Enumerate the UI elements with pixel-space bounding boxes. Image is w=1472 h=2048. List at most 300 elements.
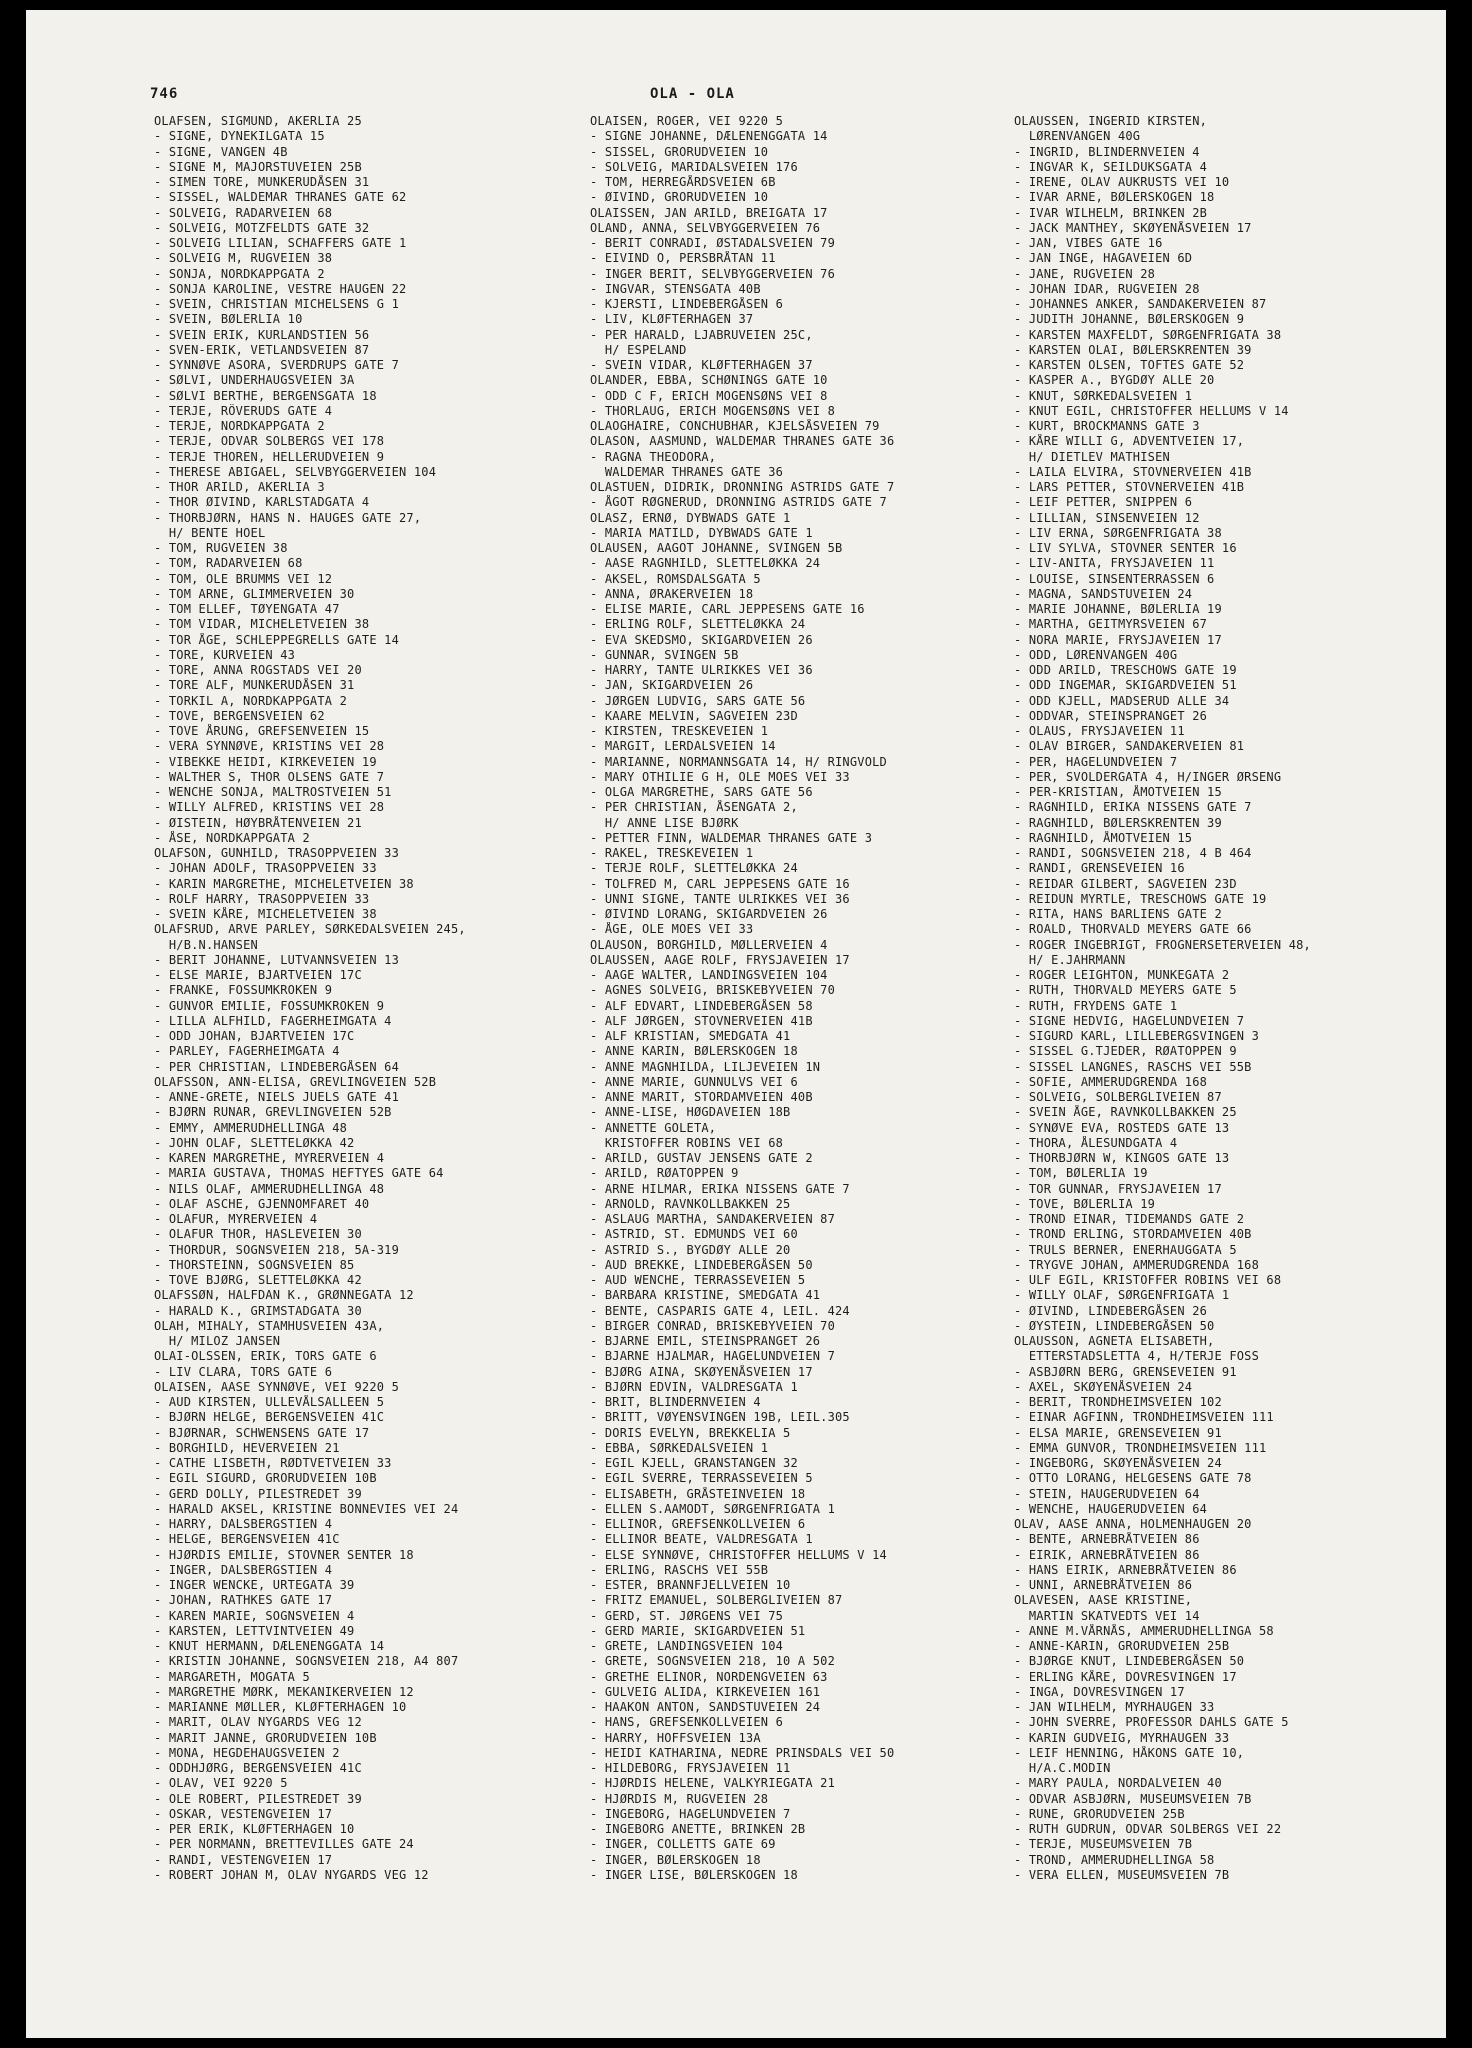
directory-entry: - INGEBORG, SKØYENÅSVEIEN 24	[1014, 1456, 1222, 1470]
directory-entry: - MARIE JOHANNE, BØLERLIA 19	[1014, 602, 1222, 616]
directory-entry: - TERJE, MUSEUMSVEIEN 7B	[1014, 1837, 1193, 1852]
directory-entry: - ELLINOR, GREFSENKOLLVEIEN 6	[590, 1517, 806, 1531]
directory-entry: - ELLEN S.AAMODT, SØRGENFRIGATA 1	[590, 1501, 836, 1516]
directory-entry: - VIBEKKE HEIDI, KIRKEVEIEN 19	[154, 754, 377, 769]
directory-entry: - AXEL, SKØYENÅSVEIEN 24	[1014, 1379, 1193, 1394]
directory-entry: - SVEIN VIDAR, KLØFTERHAGEN 37	[590, 358, 813, 372]
directory-entry: - JUDITH JOHANNE, BØLERSKOGEN 9	[1014, 312, 1245, 327]
directory-entry: OLASON, AASMUND, WALDEMAR THRANES GATE 36	[590, 434, 895, 449]
directory-entry: - TERJE, RÖVERUDS GATE 4	[154, 403, 333, 418]
directory-entry: - REIDUN MYRTLE, TRESCHOWS GATE 19	[1014, 891, 1267, 906]
directory-entry: - THORA, ÅLESUNDGATA 4	[1014, 1135, 1178, 1150]
directory-entry: - HAAKON ANTON, SANDSTUVEIEN 24	[590, 1700, 821, 1714]
directory-entry: - PER-KRISTIAN, ÅMOTVEIEN 15	[1014, 785, 1222, 799]
directory-entry: KRISTOFFER ROBINS VEI 68	[590, 1135, 784, 1150]
directory-entry: - LIV ERNA, SØRGENFRIGATA 38	[1014, 525, 1222, 540]
directory-entry: - BERIT JOHANNE, LUTVANNSVEIEN 13	[154, 952, 400, 967]
directory-entry: - UNNI SIGNE, TANTE ULRIKKES VEI 36	[590, 891, 850, 906]
directory-entry: - HELGE, BERGENSVEIEN 41C	[154, 1532, 340, 1547]
directory-entry: - ODD, LØRENVANGEN 40G	[1014, 647, 1178, 662]
directory-entry: - JAN, SKIGARDVEIEN 26	[590, 678, 754, 693]
directory-entry: OLAFSON, GUNHILD, TRASOPPVEIEN 33	[154, 846, 400, 860]
directory-entry: - UNNI, ARNEBRÅTVEIEN 86	[1014, 1578, 1193, 1592]
directory-entry: - ROALD, THORVALD MEYERS GATE 66	[1014, 922, 1252, 937]
directory-entry: WALDEMAR THRANES GATE 36	[590, 464, 784, 479]
directory-entry: - ROLF HARRY, TRASOPPVEIEN 33	[154, 891, 370, 906]
directory-entry: H/ ANNE LISE BJØRK	[590, 815, 739, 830]
directory-entry: - KAREN MARIE, SOGNSVEIEN 4	[154, 1608, 355, 1623]
directory-entry: - PETTER FINN, WALDEMAR THRANES GATE 3	[590, 830, 873, 845]
directory-entry: - HARALD AKSEL, KRISTINE BONNEVIES VEI 24	[154, 1501, 459, 1516]
directory-entry: - MARIA MATILD, DYBWADS GATE 1	[590, 525, 813, 540]
directory-entry: - AGNES SOLVEIG, BRISKEBYVEIEN 70	[590, 983, 836, 998]
directory-entry: - SVEIN ÅGE, RAVNKOLLBAKKEN 25	[1014, 1105, 1237, 1120]
directory-entry: - PER NORMANN, BRETTEVILLES GATE 24	[154, 1837, 414, 1852]
directory-entry: - GRETE, SOGNSVEIEN 218, 10 A 502	[590, 1654, 836, 1669]
directory-entry: - OLAV BIRGER, SANDAKERVEIEN 81	[1014, 739, 1245, 754]
directory-entry: H/ DIETLEV MATHISEN	[1014, 449, 1170, 464]
directory-entry: - SYNØVE EVA, ROSTEDS GATE 13	[1014, 1120, 1230, 1135]
directory-entry: - RANDI, SOGNSVEIEN 218, 4 B 464	[1014, 846, 1252, 860]
directory-entry: - PARLEY, FAGERHEIMGATA 4	[154, 1044, 340, 1059]
directory-entry: - TRULS BERNER, ENERHAUGGATA 5	[1014, 1242, 1237, 1257]
directory-entry: - INGER WENCKE, URTEGATA 39	[154, 1578, 355, 1592]
directory-entry: OLANDER, EBBA, SCHØNINGS GATE 10	[590, 373, 828, 388]
directory-entry: - ELISE MARIE, CARL JEPPESENS GATE 16	[590, 602, 865, 616]
directory-entry: - TOLFRED M, CARL JEPPESENS GATE 16	[590, 876, 850, 891]
directory-entry: - SONJA, NORDKAPPGATA 2	[154, 266, 325, 281]
directory-entry: - SIGNE M, MAJORSTUVEIEN 25B	[154, 159, 362, 174]
directory-entry: - LIV-ANITA, FRYSJAVEIEN 11	[1014, 556, 1215, 571]
directory-entry: - EGIL SVERRE, TERRASSEVEIEN 5	[590, 1471, 813, 1486]
directory-entry: OLAUSSEN, INGERID KIRSTEN,	[1014, 114, 1208, 128]
directory-entry: - ALF EDVART, LINDEBERGÅSEN 58	[590, 998, 813, 1013]
directory-entry: - SIGURD KARL, LILLEBERGSVINGEN 3	[1014, 1029, 1260, 1043]
directory-entry: - ASLAUG MARTHA, SANDAKERVEIEN 87	[590, 1212, 836, 1226]
directory-entry: - MARIA GUSTAVA, THOMAS HEFTYES GATE 64	[154, 1166, 444, 1181]
directory-entry: - RANDI, GRENSEVEIEN 16	[1014, 861, 1185, 876]
directory-entry: OLAFSSON, ANN-ELISA, GREVLINGVEIEN 52B	[154, 1074, 437, 1089]
directory-entry: OLAISSEN, JAN ARILD, BREIGATA 17	[590, 205, 828, 220]
directory-entry: - JACK MANTHEY, SKØYENÅSVEIEN 17	[1014, 220, 1252, 235]
directory-entry: - INGEBORG, HAGELUNDVEIEN 7	[590, 1806, 791, 1821]
directory-entry: - RAGNHILD, BØLERSKRENTEN 39	[1014, 815, 1222, 830]
directory-entry: - HJØRDIS M, RUGVEIEN 28	[590, 1791, 769, 1806]
directory-entry: - MONA, HEGDEHAUGSVEIEN 2	[154, 1745, 340, 1760]
directory-entry: - BORGHILD, HEVERVEIEN 21	[154, 1440, 340, 1455]
directory-entry: - SIGNE, VANGEN 4B	[154, 144, 288, 159]
directory-entry: - OLAFUR, MYRERVEIEN 4	[154, 1212, 318, 1226]
directory-entry: - KNUT HERMANN, DÆLENENGGATA 14	[154, 1639, 385, 1653]
directory-entry: - ANNE-GRETE, NIELS JUELS GATE 41	[154, 1090, 400, 1104]
directory-entry: - LOUISE, SINSENTERRASSEN 6	[1014, 571, 1215, 586]
directory-entry: - CATHE LISBETH, RØDTVETVEIEN 33	[154, 1456, 392, 1470]
directory-entry: - NORA MARIE, FRYSJAVEIEN 17	[1014, 632, 1222, 647]
directory-entry: - KARIN GUDVEIG, MYRHAUGEN 33	[1014, 1730, 1230, 1745]
directory-entry: - ARNE HILMAR, ERIKA NISSENS GATE 7	[590, 1181, 850, 1196]
directory-entry: - GERD, ST. JØRGENS VEI 75	[590, 1608, 784, 1623]
directory-entry: - SOLVEIG, MARIDALSVEIEN 176	[590, 159, 798, 174]
directory-entry: - ANNE KARIN, BØLERSKOGEN 18	[590, 1044, 798, 1059]
directory-entry: - SVEIN, BØLERLIA 10	[154, 312, 303, 327]
directory-entry: - EMMA GUNVOR, TRONDHEIMSVEIEN 111	[1014, 1440, 1267, 1455]
directory-entry: - ASTRID S., BYGDØY ALLE 20	[590, 1242, 791, 1257]
directory-entry: OLAFSSØN, HALFDAN K., GRØNNEGATA 12	[154, 1288, 414, 1303]
directory-entry: - OLAF ASCHE, GJENNOMFARET 40	[154, 1196, 370, 1211]
directory-entry: - TORKIL A, NORDKAPPGATA 2	[154, 693, 348, 708]
directory-entry: - ELSE SYNNØVE, CHRISTOFFER HELLUMS V 14	[590, 1547, 887, 1562]
directory-entry: - REIDAR GILBERT, SAGVEIEN 23D	[1014, 876, 1237, 891]
directory-entry: - OLAFUR THOR, HASLEVEIEN 30	[154, 1227, 362, 1242]
directory-entry: - RUTH GUDRUN, ODVAR SOLBERGS VEI 22	[1014, 1822, 1282, 1836]
directory-entry: - RAGNHILD, ÅMOTVEIEN 15	[1014, 830, 1193, 845]
directory-entry: - ODDVAR, STEINSPRANGET 26	[1014, 708, 1208, 723]
directory-entry: - AUD WENCHE, TERRASSEVEIEN 5	[590, 1273, 806, 1287]
directory-entry: - MARIT, OLAV NYGARDS VEG 12	[154, 1715, 362, 1730]
directory-entry: - RAGNHILD, ERIKA NISSENS GATE 7	[1014, 800, 1252, 815]
directory-entry: - HARRY, TANTE ULRIKKES VEI 36	[590, 663, 813, 677]
directory-entry: - LARS PETTER, STOVNERVEIEN 41B	[1014, 480, 1245, 494]
directory-entry: OLAV, AASE ANNA, HOLMENHAUGEN 20	[1014, 1517, 1252, 1531]
directory-entry: - TOM, BØLERLIA 19	[1014, 1166, 1148, 1181]
directory-entry: - MARTHA, GEITMYRSVEIEN 67	[1014, 617, 1208, 632]
directory-entry: - ARNOLD, RAVNKOLLBAKKEN 25	[590, 1196, 791, 1211]
directory-entry: - TOM, RADARVEIEN 68	[154, 556, 303, 571]
directory-entry: OLAI-OLSSEN, ERIK, TORS GATE 6	[154, 1349, 377, 1364]
directory-entry: - ØIVIND LORANG, SKIGARDVEIEN 26	[590, 907, 828, 921]
directory-entry: - STEIN, HAUGERUDVEIEN 64	[1014, 1486, 1200, 1501]
directory-entry: - BERIT CONRADI, ØSTADALSVEIEN 79	[590, 236, 836, 250]
directory-entry: OLAUSSON, AGNETA ELISABETH,	[1014, 1334, 1215, 1348]
directory-entry: - RAGNA THEODORA,	[590, 449, 717, 464]
directory-entry: - LAILA ELVIRA, STOVNERVEIEN 41B	[1014, 464, 1252, 479]
directory-entry: - ANNE MARIT, STORDAMVEIEN 40B	[590, 1090, 813, 1104]
directory-entry: - BJARNE HJALMAR, HAGELUNDVEIEN 7	[590, 1349, 836, 1364]
directory-entry: - HARRY, HOFFSVEIEN 13A	[590, 1730, 761, 1745]
directory-page	[26, 10, 1446, 2038]
directory-entry: - TERJE, ODVAR SOLBERGS VEI 178	[154, 434, 385, 449]
directory-entry: - TRYGVE JOHAN, AMMERUDGRENDA 168	[1014, 1257, 1260, 1272]
directory-entry: - SOLVEIG M, RUGVEIEN 38	[154, 251, 333, 266]
directory-entry: - MARIANNE, NORMANNSGATA 14, H/ RINGVOLD	[590, 754, 887, 769]
directory-entry: - HJØRDIS HELENE, VALKYRIEGATA 21	[590, 1776, 836, 1791]
directory-entry: - SVEIN KÅRE, MICHELETVEIEN 38	[154, 907, 377, 921]
directory-entry: - THOR ØIVIND, KARLSTADGATA 4	[154, 495, 370, 510]
directory-entry: - EGIL SIGURD, GRORUDVEIEN 10B	[154, 1471, 377, 1486]
directory-entry: - HANS, GREFSENKOLLVEIEN 6	[590, 1715, 784, 1730]
directory-entry: - ODD INGEMAR, SKIGARDVEIEN 51	[1014, 678, 1237, 693]
directory-entry: OLAUSON, BORGHILD, MØLLERVEIEN 4	[590, 937, 828, 952]
directory-entry: - SØLVI BERTHE, BERGENSGATA 18	[154, 388, 377, 403]
directory-entry: H/ MILOZ JANSEN	[154, 1334, 281, 1348]
directory-entry: - KARSTEN, LETTVINTVEIEN 49	[154, 1623, 355, 1638]
directory-entry: - HANS EIRIK, ARNEBRÅTVEIEN 86	[1014, 1562, 1237, 1577]
directory-entry: - FRITZ EMANUEL, SOLBERGLIVEIEN 87	[590, 1593, 843, 1608]
directory-entry: - PER, SVOLDERGATA 4, H/INGER ØRSENG	[1014, 769, 1282, 784]
directory-entry: - WALTHER S, THOR OLSENS GATE 7	[154, 769, 385, 784]
directory-entry: - TOVE, BØLERLIA 19	[1014, 1196, 1156, 1211]
directory-entry: - GERD DOLLY, PILESTREDET 39	[154, 1486, 362, 1501]
directory-entry: - TOM ELLEF, TØYENGATA 47	[154, 602, 340, 616]
directory-entry: - JOHAN, RATHKES GATE 17	[154, 1593, 333, 1608]
directory-entry: - TROND EINAR, TIDEMANDS GATE 2	[1014, 1212, 1245, 1226]
directory-entry: - SOLVEIG, SOLBERGLIVEIEN 87	[1014, 1090, 1222, 1104]
directory-entry: - ÅGOT RØGNERUD, DRONNING ASTRIDS GATE 7	[590, 495, 887, 510]
directory-entry: - BJØRN EDVIN, VALDRESGATA 1	[590, 1379, 798, 1394]
directory-entry: - OSKAR, VESTENGVEIEN 17	[154, 1806, 333, 1821]
directory-entry: - WILLY ALFRED, KRISTINS VEI 28	[154, 800, 385, 815]
directory-entry: - OTTO LORANG, HELGESENS GATE 78	[1014, 1471, 1252, 1486]
directory-entry: - TROND ERLING, STORDAMVEIEN 40B	[1014, 1227, 1252, 1242]
directory-entry: - KARIN MARGRETHE, MICHELETVEIEN 38	[154, 876, 414, 891]
directory-entry: - MAGNA, SANDSTUVEIEN 24	[1014, 586, 1193, 601]
directory-entry: - ANNE MAGNHILDA, LILJEVEIEN 1N	[590, 1059, 821, 1074]
directory-entry: - TOM VIDAR, MICHELETVEIEN 38	[154, 617, 370, 632]
directory-entry: - ODVAR ASBJØRN, MUSEUMSVEIEN 7B	[1014, 1791, 1252, 1806]
directory-entry: - INGVAR K, SEILDUKSGATA 4	[1014, 159, 1208, 174]
directory-entry: - ANNE-LISE, HØGDAVEIEN 18B	[590, 1105, 791, 1120]
directory-entry: - JOHANNES ANKER, SANDAKERVEIEN 87	[1014, 297, 1267, 311]
directory-entry: - LEIF PETTER, SNIPPEN 6	[1014, 495, 1193, 510]
directory-entry: - BRIT, BLINDERNVEIEN 4	[590, 1395, 761, 1409]
directory-entry: OLAND, ANNA, SELVBYGGERVEIEN 76	[590, 220, 821, 235]
directory-entry: - INGER, BØLERSKOGEN 18	[590, 1852, 761, 1867]
directory-entry: - EGIL KJELL, GRANSTANGEN 32	[590, 1456, 798, 1470]
directory-entry: - SISSEL G.TJEDER, RØATOPPEN 9	[1014, 1044, 1237, 1059]
directory-entry: OLAISEN, ROGER, VEI 9220 5	[590, 114, 784, 128]
directory-entry: - TERJE ROLF, SLETTELØKKA 24	[590, 861, 798, 876]
directory-entry: - TOR GUNNAR, FRYSJAVEIEN 17	[1014, 1181, 1222, 1196]
directory-entry: - JAN, VIBES GATE 16	[1014, 236, 1163, 250]
directory-entry: - GUNNAR, SVINGEN 5B	[590, 647, 739, 662]
directory-entry: - SOFIE, AMMERUDGRENDA 168	[1014, 1074, 1208, 1089]
directory-entry: OLAH, MIHALY, STAMHUSVEIEN 43A,	[154, 1318, 385, 1333]
directory-entry: OLAFSEN, SIGMUND, AKERLIA 25	[154, 114, 362, 128]
directory-entry: - RUTH, THORVALD MEYERS GATE 5	[1014, 983, 1237, 998]
directory-entry: - JØRGEN LUDVIG, SARS GATE 56	[590, 693, 806, 708]
directory-entry: - LILLA ALFHILD, FAGERHEIMGATA 4	[154, 1013, 392, 1028]
directory-entry: - THERESE ABIGAEL, SELVBYGGERVEIEN 104	[154, 464, 437, 479]
directory-entry: - INGER, COLLETTS GATE 69	[590, 1837, 776, 1852]
directory-entry: - ESTER, BRANNFJELLVEIEN 10	[590, 1578, 791, 1592]
directory-entry: - INGER LISE, BØLERSKOGEN 18	[590, 1867, 798, 1882]
directory-entry: - ANNA, ØRAKERVEIEN 18	[590, 586, 754, 601]
directory-entry: - ØIVIND, GRORUDVEIEN 10	[590, 190, 769, 205]
directory-entry: OLAOGHAIRE, CONCHUBHAR, KJELSÅSVEIEN 79	[590, 419, 880, 433]
directory-entry: - ODD KJELL, MADSERUD ALLE 34	[1014, 693, 1230, 708]
directory-entry: - HARRY, DALSBERGSTIEN 4	[154, 1517, 333, 1531]
directory-entry: - BJØRGE KNUT, LINDEBERGÅSEN 50	[1014, 1654, 1245, 1669]
directory-entry: - FRANKE, FOSSUMKROKEN 9	[154, 983, 333, 998]
directory-entry: - TORE, KURVEIEN 43	[154, 647, 296, 662]
directory-entry: - SIGNE HEDVIG, HAGELUNDVEIEN 7	[1014, 1013, 1245, 1028]
crop-mark	[26, 10, 48, 32]
directory-entry: ETTERSTADSLETTA 4, H/TERJE FOSS	[1014, 1349, 1260, 1364]
directory-entry: - TORE ALF, MUNKERUDÅSEN 31	[154, 678, 355, 693]
directory-entry: - KAREN MARGRETHE, MYRERVEIEN 4	[154, 1151, 385, 1165]
directory-entry: - ANNE MARIE, GUNNULVS VEI 6	[590, 1074, 798, 1089]
directory-entry: - SONJA KAROLINE, VESTRE HAUGEN 22	[154, 281, 407, 296]
directory-entry: - BJARNE EMIL, STEINSPRANGET 26	[590, 1334, 821, 1348]
directory-entry: - THOR ARILD, AKERLIA 3	[154, 480, 325, 494]
directory-entry: - SOLVEIG LILIAN, SCHAFFERS GATE 1	[154, 236, 407, 250]
directory-entry: - RANDI, VESTENGVEIEN 17	[154, 1852, 333, 1867]
directory-entry: - IRENE, OLAV AUKRUSTS VEI 10	[1014, 175, 1230, 189]
directory-entry: - ERLING, RASCHS VEI 55B	[590, 1562, 769, 1577]
directory-entry: - SVEIN ERIK, KURLANDSTIEN 56	[154, 327, 370, 342]
directory-entry: - JOHN SVERRE, PROFESSOR DAHLS GATE 5	[1014, 1715, 1289, 1730]
directory-entry: - BJØRN RUNAR, GREVLINGVEIEN 52B	[154, 1105, 392, 1120]
directory-entry: - TROND, AMMERUDHELLINGA 58	[1014, 1852, 1215, 1867]
directory-entry: - GRETHE ELINOR, NORDENGVEIEN 63	[590, 1669, 828, 1684]
directory-entry: - SVEIN, CHRISTIAN MICHELSENS G 1	[154, 297, 400, 311]
directory-entry: - PER, HAGELUNDVEIEN 7	[1014, 754, 1178, 769]
directory-entry: - ØYSTEIN, LINDEBERGÅSEN 50	[1014, 1318, 1215, 1333]
directory-entry: - TERJE, NORDKAPPGATA 2	[154, 419, 325, 433]
directory-entry: - BARBARA KRISTINE, SMEDGATA 41	[590, 1288, 821, 1303]
directory-entry: - JOHN OLAF, SLETTELØKKA 42	[154, 1135, 355, 1150]
directory-entry: H/ E.JAHRMANN	[1014, 952, 1126, 967]
directory-entry: - INGRID, BLINDERNVEIEN 4	[1014, 144, 1200, 159]
directory-entry: - SISSEL, WALDEMAR THRANES GATE 62	[154, 190, 407, 205]
directory-entry: - ARILD, RØATOPPEN 9	[590, 1166, 739, 1181]
directory-entry: - EMMY, AMMERUDHELLINGA 48	[154, 1120, 348, 1135]
directory-entry: - ANNE M.VÅRNÅS, AMMERUDHELLINGA 58	[1014, 1623, 1274, 1638]
directory-entry: - ODD ARILD, TRESCHOWS GATE 19	[1014, 663, 1237, 677]
directory-column-3	[1014, 114, 1444, 1883]
directory-entry: - SIMEN TORE, MUNKERUDÅSEN 31	[154, 175, 370, 189]
directory-entry: OLAUSSEN, AAGE ROLF, FRYSJAVEIEN 17	[590, 952, 850, 967]
directory-entry: - KARSTEN MAXFELDT, SØRGENFRIGATA 38	[1014, 327, 1282, 342]
directory-entry: H/A.C.MODIN	[1014, 1761, 1111, 1775]
directory-entry: - INGA, DOVRESVINGEN 17	[1014, 1684, 1185, 1699]
directory-entry: - WENCHE, HAUGERUDVEIEN 64	[1014, 1501, 1208, 1516]
directory-entry: - PER CHRISTIAN, ÅSENGATA 2,	[590, 800, 798, 815]
directory-entry: - GERD MARIE, SKIGARDVEIEN 51	[590, 1623, 806, 1638]
directory-entry: - ØIVIND, LINDEBERGÅSEN 26	[1014, 1303, 1208, 1318]
directory-entry: - AKSEL, ROMSDALSGATA 5	[590, 571, 761, 586]
directory-entry: - ASBJØRN BERG, GRENSEVEIEN 91	[1014, 1364, 1237, 1379]
directory-entry: - KRISTIN JOHANNE, SOGNSVEIEN 218, A4 807	[154, 1654, 459, 1669]
directory-entry: - MARIT JANNE, GRORUDVEIEN 10B	[154, 1730, 377, 1745]
directory-entry: OLASTUEN, DIDRIK, DRONNING ASTRIDS GATE 7	[590, 480, 895, 494]
directory-column-2	[590, 114, 1020, 1883]
directory-entry: - MARGIT, LERDALSVEIEN 14	[590, 739, 776, 754]
directory-entry: - EINAR AGFINN, TRONDHEIMSVEIEN 111	[1014, 1410, 1274, 1425]
directory-entry: - MARY PAULA, NORDALVEIEN 40	[1014, 1776, 1222, 1791]
directory-entry: - ÅSE, NORDKAPPGATA 2	[154, 830, 310, 845]
directory-entry: MARTIN SKATVEDTS VEI 14	[1014, 1608, 1200, 1623]
directory-entry: - LIV, KLØFTERHAGEN 37	[590, 312, 754, 327]
directory-entry: - THORSTEINN, SOGNSVEIEN 85	[154, 1257, 355, 1272]
directory-entry: - TOVE, BERGENSVEIEN 62	[154, 708, 325, 723]
directory-entry: - THORBJØRN W, KINGOS GATE 13	[1014, 1151, 1230, 1165]
directory-column-1	[154, 114, 594, 1883]
directory-entry: - MARGARETH, MOGATA 5	[154, 1669, 310, 1684]
directory-entry: - LIV SYLVA, STOVNER SENTER 16	[1014, 541, 1237, 555]
directory-entry: - ARILD, GUSTAV JENSENS GATE 2	[590, 1151, 813, 1165]
directory-entry: OLASZ, ERNØ, DYBWADS GATE 1	[590, 510, 791, 525]
directory-entry: - ELSE MARIE, BJARTVEIEN 17C	[154, 968, 362, 982]
directory-entry: - KURT, BROCKMANNS GATE 3	[1014, 419, 1200, 433]
directory-entry: - TORE, ANNA ROGSTADS VEI 20	[154, 663, 362, 677]
directory-entry: - ODD JOHAN, BJARTVEIEN 17C	[154, 1029, 355, 1043]
directory-entry: - AAGE WALTER, LANDINGSVEIEN 104	[590, 968, 828, 982]
directory-entry: - KNUT EGIL, CHRISTOFFER HELLUMS V 14	[1014, 403, 1289, 418]
directory-entry: - ELISABETH, GRÅSTEINVEIEN 18	[590, 1486, 806, 1501]
directory-entry: - RUTH, FRYDENS GATE 1	[1014, 998, 1178, 1013]
directory-entry: - KIRSTEN, TRESKEVEIEN 1	[590, 724, 769, 738]
directory-entry: - ROGER INGEBRIGT, FROGNERSETERVEIEN 48,	[1014, 937, 1311, 952]
directory-entry: - SVEN-ERIK, VETLANDSVEIEN 87	[154, 342, 370, 357]
page-number: 746	[150, 86, 179, 102]
directory-entry: - JOHAN IDAR, RUGVEIEN 28	[1014, 281, 1200, 296]
directory-entry: - ÅGE, OLE MOES VEI 33	[590, 922, 754, 937]
directory-entry: - LILLIAN, SINSENVEIEN 12	[1014, 510, 1200, 525]
directory-entry: - TOM, OLE BRUMMS VEI 12	[154, 571, 333, 586]
directory-entry: - HEIDI KATHARINA, NEDRE PRINSDALS VEI 50	[590, 1745, 895, 1760]
directory-entry: - ODDHJØRG, BERGENSVEIEN 41C	[154, 1761, 362, 1775]
directory-entry: - MARY OTHILIE G H, OLE MOES VEI 33	[590, 769, 850, 784]
directory-entry: - EBBA, SØRKEDALSVEIEN 1	[590, 1440, 769, 1455]
directory-entry: - RAKEL, TRESKEVEIEN 1	[590, 846, 754, 860]
directory-entry: - GUNVOR EMILIE, FOSSUMKROKEN 9	[154, 998, 385, 1013]
directory-entry: - BERIT, TRONDHEIMSVEIEN 102	[1014, 1395, 1222, 1409]
directory-entry: - RUNE, GRORUDVEIEN 25B	[1014, 1806, 1185, 1821]
directory-entry: - ALF JØRGEN, STOVNERVEIEN 41B	[590, 1013, 813, 1028]
directory-entry: - SISSEL LANGNES, RASCHS VEI 55B	[1014, 1059, 1252, 1074]
directory-entry: - JOHAN ADOLF, TRASOPPVEIEN 33	[154, 861, 377, 876]
directory-entry: - IVAR WILHELM, BRINKEN 2B	[1014, 205, 1208, 220]
directory-entry: - OLGA MARGRETHE, SARS GATE 56	[590, 785, 813, 799]
directory-entry: OLAISEN, AASE SYNNØVE, VEI 9220 5	[154, 1379, 400, 1394]
directory-entry: - THORLAUG, ERICH MOGENSØNS VEI 8	[590, 403, 836, 418]
directory-entry: - MARIANNE MØLLER, KLØFTERHAGEN 10	[154, 1700, 407, 1714]
directory-entry: - BENTE, CASPARIS GATE 4, LEIL. 424	[590, 1303, 850, 1318]
directory-entry: - AASE RAGNHILD, SLETTELØKKA 24	[590, 556, 821, 571]
directory-entry: - KJERSTI, LINDEBERGÅSEN 6	[590, 297, 784, 311]
directory-entry: - KÅRE WILLI G, ADVENTVEIEN 17,	[1014, 434, 1245, 449]
directory-entry: - VERA SYNNØVE, KRISTINS VEI 28	[154, 739, 385, 754]
directory-entry: H/ BENTE HOEL	[154, 525, 266, 540]
directory-entry: OLAFSRUD, ARVE PARLEY, SØRKEDALSVEIEN 245,	[154, 922, 466, 937]
directory-entry: - THORBJØRN, HANS N. HAUGES GATE 27,	[154, 510, 422, 525]
directory-entry: - IVAR ARNE, BØLERSKOGEN 18	[1014, 190, 1215, 205]
directory-entry: - THORDUR, SOGNSVEIEN 218, 5A-319	[154, 1242, 400, 1257]
directory-entry: - INGEBORG ANETTE, BRINKEN 2B	[590, 1822, 806, 1836]
directory-entry: - ØISTEIN, HØYBRÅTENVEIEN 21	[154, 815, 362, 830]
directory-entry: - BRITT, VØYENSVINGEN 19B, LEIL.305	[590, 1410, 850, 1425]
directory-entry: - HILDEBORG, FRYSJAVEIEN 11	[590, 1761, 791, 1775]
directory-entry: - TOM, HERREGÅRDSVEIEN 6B	[590, 175, 776, 189]
directory-entry: - MARGRETHE MØRK, MEKANIKERVEIEN 12	[154, 1684, 414, 1699]
directory-entry: - TOR ÅGE, SCHLEPPEGRELLS GATE 14	[154, 632, 400, 647]
directory-entry: - EIVIND O, PERSBRÅTAN 11	[590, 251, 776, 266]
directory-entry: - SØLVI, UNDERHAUGSVEIEN 3A	[154, 373, 355, 388]
directory-entry: - BJØRN HELGE, BERGENSVEIEN 41C	[154, 1410, 385, 1425]
directory-entry: - BJØRG AINA, SKØYENÅSVEIEN 17	[590, 1364, 813, 1379]
directory-entry: - NILS OLAF, AMMERUDHELLINGA 48	[154, 1181, 385, 1196]
directory-entry: - HJØRDIS EMILIE, STOVNER SENTER 18	[154, 1547, 414, 1562]
directory-entry: - PER ERIK, KLØFTERHAGEN 10	[154, 1822, 355, 1836]
directory-entry: - BJØRNAR, SCHWENSENS GATE 17	[154, 1425, 370, 1440]
directory-entry: - ELLINOR BEATE, VALDRESGATA 1	[590, 1532, 813, 1547]
directory-entry: - INGER, DALSBERGSTIEN 4	[154, 1562, 333, 1577]
directory-entry: - KAARE MELVIN, SAGVEIEN 23D	[590, 708, 798, 723]
directory-entry: H/ ESPELAND	[590, 342, 687, 357]
directory-entry: - TOVE BJØRG, SLETTELØKKA 42	[154, 1273, 362, 1287]
directory-entry: OLAUSEN, AAGOT JOHANNE, SVINGEN 5B	[590, 541, 843, 555]
